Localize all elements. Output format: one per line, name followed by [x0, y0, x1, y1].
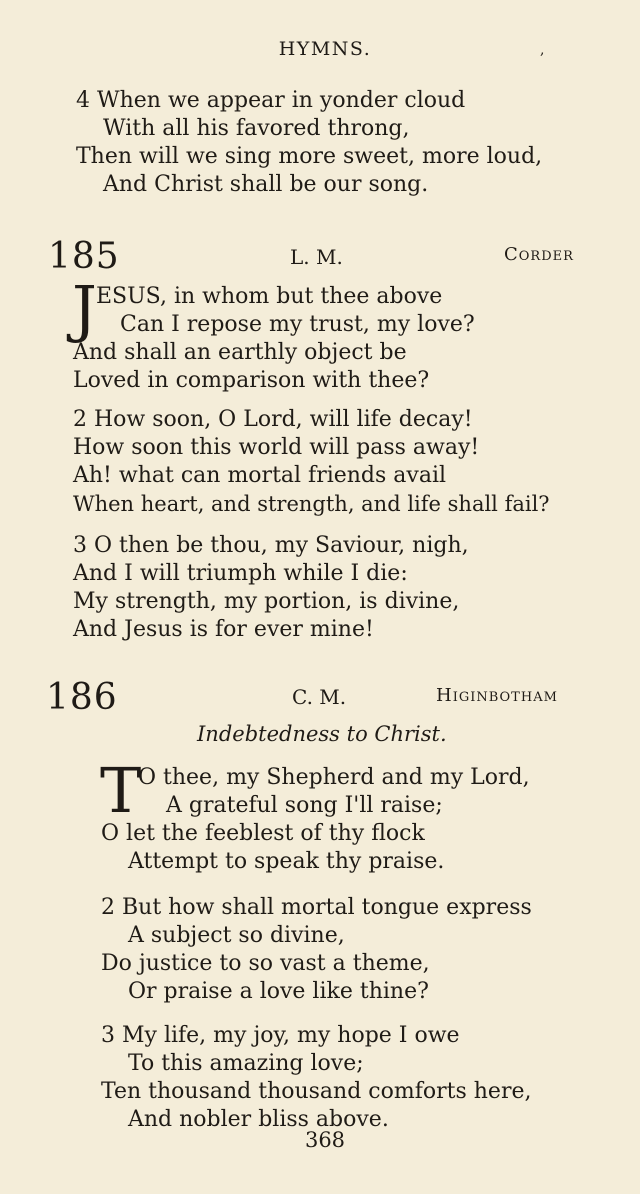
verse-line: Attempt to speak thy praise. [128, 849, 445, 874]
verse-line: And Christ shall be our song. [103, 172, 429, 197]
tune-name: Corder [504, 244, 574, 265]
hymn-meter: C. M. [292, 685, 347, 709]
verse-line: A subject so divine, [128, 923, 345, 948]
verse-line: Do justice to so vast a theme, [101, 951, 430, 976]
verse-line: ESUS, in whom but thee above [96, 284, 443, 309]
verse-line: Ah! what can mortal friends avail [73, 463, 447, 488]
running-head: HYMNS. [278, 38, 372, 60]
verse-line: Can I repose my trust, my love? [120, 312, 475, 337]
verse-line: To this amazing love; [128, 1051, 364, 1076]
hymn-number: 185 [48, 236, 120, 277]
verse-line: And Jesus is for ever mine! [73, 617, 374, 642]
drop-cap: J [72, 272, 97, 345]
verse-line: Or praise a love like thine? [128, 979, 429, 1004]
page-number: 368 [304, 1128, 346, 1152]
verse-line: 2 But how shall mortal tongue express [101, 895, 532, 920]
verse-line: And shall an earthly object be [73, 340, 407, 365]
verse-line: 4 When we appear in yonder cloud [76, 88, 466, 113]
verse-line: 2 How soon, O Lord, will life decay! [73, 407, 473, 432]
verse-line: With all his favored throng, [103, 116, 410, 141]
drop-cap: T [100, 754, 142, 827]
verse-line: O thee, my Shepherd and my Lord, [138, 765, 530, 790]
verse-line: Then will we sing more sweet, more loud, [76, 144, 543, 169]
verse-line: My strength, my portion, is divine, [73, 589, 460, 614]
verse-line: A grateful song I'll raise; [166, 793, 443, 818]
verse-line: 3 O then be thou, my Saviour, nigh, [73, 533, 469, 558]
tune-name: Higinbotham [436, 685, 558, 706]
verse-line: How soon this world will pass away! [73, 435, 480, 460]
verse-line: O let the feeblest of thy flock [101, 821, 425, 846]
hymn-meter: L. M. [290, 245, 343, 269]
hymn-number: 186 [46, 677, 118, 718]
verse-line: Loved in comparison with thee? [73, 368, 430, 393]
verse-line: When heart, and strength, and life shall fail? [73, 492, 550, 516]
verse-line: Ten thousand thousand comforts here, [101, 1079, 532, 1104]
verse-line: And nobler bliss above. [128, 1107, 389, 1132]
verse-line: And I will triumph while I die: [73, 561, 408, 586]
verse-line: 3 My life, my joy, my hope I owe [101, 1023, 460, 1048]
hymn-subtitle: Indebtedness to Christ. [197, 722, 447, 746]
stray-mark: , [540, 42, 545, 58]
